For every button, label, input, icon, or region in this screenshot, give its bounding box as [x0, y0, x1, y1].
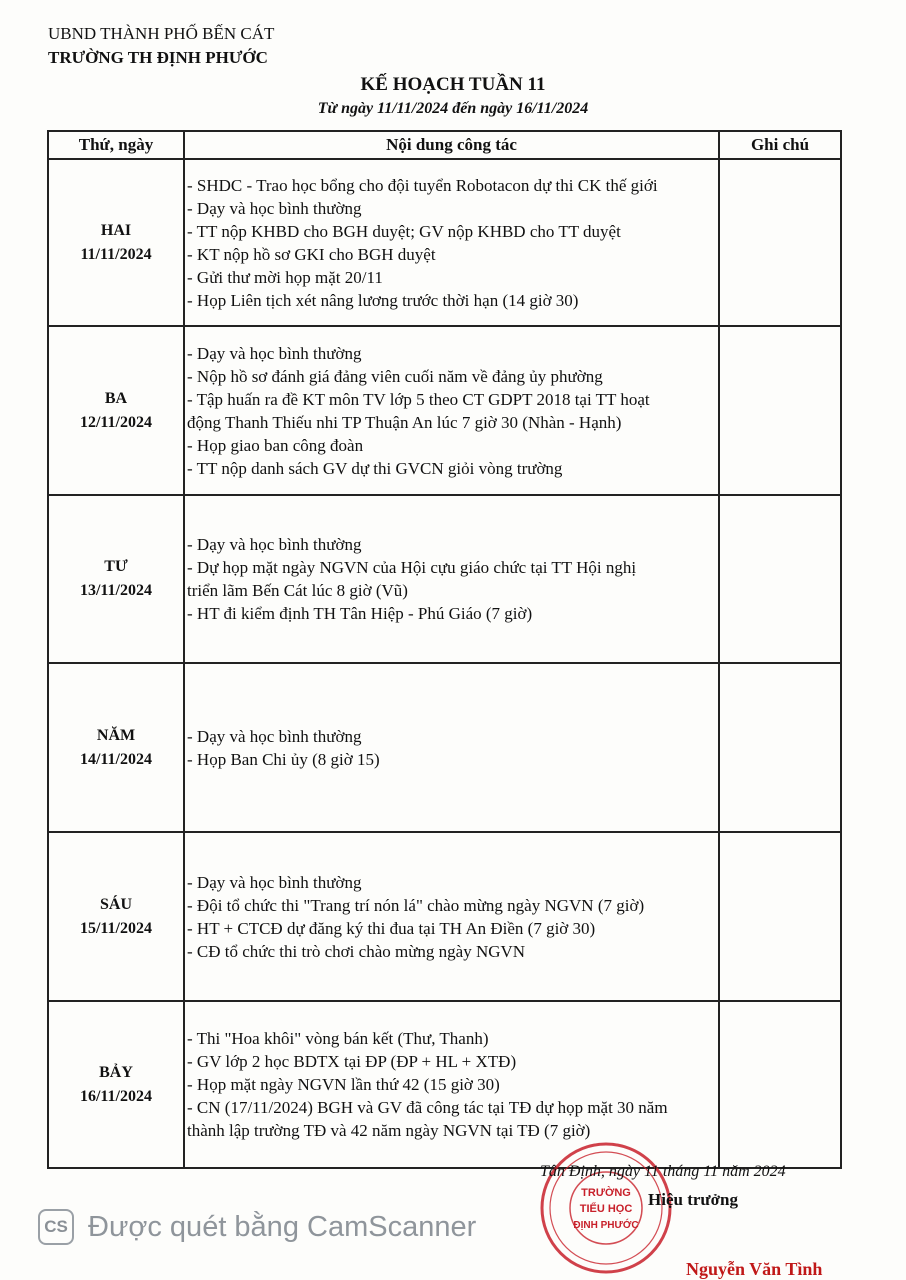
task-item: - Gửi thư mời họp mặt 20/11	[187, 267, 383, 287]
watermark-text: Được quét bằng CamScanner	[88, 1210, 477, 1243]
day-date: 14/11/2024	[79, 750, 152, 768]
day-date: 12/11/2024	[79, 413, 152, 431]
stamp-text-3: ĐỊNH PHƯỚC	[573, 1220, 639, 1231]
organization-header	[48, 22, 274, 70]
day-name: BA	[104, 389, 128, 407]
task-item: - Họp Ban Chi ủy (8 giờ 15)	[187, 749, 380, 769]
task-item: động Thanh Thiếu nhi TP Thuận An lúc 7 giờ 30 (Nhàn - Hạnh)	[187, 412, 622, 432]
org-line-1: UBND THÀNH PHỐ BẾN CÁT	[48, 24, 275, 43]
document-title: KẾ HOẠCH TUẦN 11	[360, 74, 546, 95]
task-item: - GV lớp 2 học BDTX tại ĐP (ĐP + HL + XTĐ)	[187, 1052, 517, 1071]
content-cell	[184, 663, 719, 832]
day-cell	[48, 1001, 184, 1168]
signature-date: Tân Định, ngày 11 tháng 11 năm 2024	[540, 1163, 786, 1180]
day-date: 15/11/2024	[79, 919, 152, 937]
task-item: - CĐ tổ chức thi trò chơi chào mừng ngày NGVN	[187, 941, 526, 961]
content-cell	[184, 832, 719, 1001]
table-row	[48, 159, 841, 326]
task-item: - TT nộp danh sách GV dự thi GVCN giỏi vòng trường	[187, 458, 563, 478]
table-row	[48, 326, 841, 495]
task-item: - Dạy và học bình thường	[187, 198, 362, 218]
camscanner-watermark	[38, 1206, 476, 1248]
table-row	[48, 663, 841, 832]
table-header-row	[48, 131, 841, 159]
task-item: - Dạy và học bình thường	[187, 343, 362, 363]
note-cell	[719, 1001, 841, 1168]
task-item: - Họp Liên tịch xét nâng lương trước thời hạn (14 giờ 30)	[187, 290, 579, 310]
signature-role: Hiệu trưởng	[648, 1190, 738, 1209]
task-item: - Thi "Hoa khôi" vòng bán kết (Thư, Thanh)	[187, 1029, 489, 1048]
column-header-day: Thứ, ngày	[48, 131, 184, 159]
note-cell	[719, 663, 841, 832]
note-cell	[719, 495, 841, 663]
content-cell	[184, 495, 719, 663]
document-subtitle: Từ ngày 11/11/2024 đến ngày 16/11/2024	[317, 100, 589, 117]
day-cell	[48, 495, 184, 663]
task-item: - Nộp hồ sơ đánh giá đảng viên cuối năm về đảng ủy phường	[187, 366, 603, 386]
task-item: - HT + CTCĐ dự đăng ký thi đua tại TH An Điền (7 giờ 30)	[187, 918, 596, 938]
task-item: - Dự họp mặt ngày NGVN của Hội cựu giáo chức tại TT Hội nghị	[187, 558, 637, 577]
task-item: - Đội tổ chức thi "Trang trí nón lá" chào mừng ngày NGVN (7 giờ)	[187, 895, 645, 915]
task-item: - Dạy và học bình thường	[187, 872, 362, 892]
content-cell	[184, 159, 719, 326]
day-cell	[48, 159, 184, 326]
day-name: NĂM	[96, 726, 136, 744]
task-item: - TT nộp KHBD cho BGH duyệt; GV nộp KHBD cho TT duyệt	[187, 221, 621, 241]
task-item: - Tập huấn ra đề KT môn TV lớp 5 theo CT GDPT 2018 tại TT hoạt	[187, 389, 650, 409]
stamp-text-2: TIỂU HỌC	[579, 1203, 633, 1215]
day-cell	[48, 832, 184, 1001]
day-name: HAI	[100, 221, 132, 239]
task-item: - KT nộp hồ sơ GKI cho BGH duyệt	[187, 244, 436, 264]
table-row	[48, 1001, 841, 1168]
day-date: 16/11/2024	[79, 1087, 152, 1105]
table-row	[48, 495, 841, 663]
task-item: - SHDC - Trao học bổng cho đội tuyển Robotacon dự thi CK thế giới	[187, 175, 658, 195]
note-cell	[719, 832, 841, 1001]
column-header-content: Nội dung công tác	[184, 131, 719, 159]
org-line-2: TRƯỜNG TH ĐỊNH PHƯỚC	[48, 48, 268, 67]
day-cell	[48, 326, 184, 495]
note-cell	[719, 326, 841, 495]
day-date: 11/11/2024	[80, 245, 152, 263]
column-header-note: Ghi chú	[719, 131, 841, 159]
day-date: 13/11/2024	[79, 582, 152, 599]
stamp-text-1: TRƯỜNG	[581, 1187, 631, 1199]
day-name: BẢY	[99, 1063, 133, 1081]
task-item: - Họp mặt ngày NGVN lần thứ 42 (15 giờ 30)	[187, 1075, 500, 1094]
task-item: - CN (17/11/2024) BGH và GV đã công tác tại TĐ dự họp mặt 30 năm	[187, 1098, 668, 1117]
task-item: - Dạy và học bình thường	[187, 726, 362, 746]
task-item: - HT đi kiểm định TH Tân Hiệp - Phú Giáo (7 giờ)	[187, 604, 533, 623]
task-item: - Họp giao ban công đoàn	[187, 435, 364, 455]
weekly-plan-table	[47, 130, 842, 1169]
note-cell	[719, 159, 841, 326]
task-item: triển lãm Bến Cát lúc 8 giờ (Vũ)	[187, 581, 408, 600]
task-item: thành lập trường TĐ và 42 năm ngày NGVN tại TĐ (7 giờ)	[187, 1121, 591, 1140]
day-cell	[48, 663, 184, 832]
signature-name: Nguyễn Văn Tình	[686, 1259, 823, 1279]
task-item: - Dạy và học bình thường	[187, 535, 362, 554]
content-cell	[184, 326, 719, 495]
day-name: TƯ	[104, 558, 128, 575]
table-row	[48, 832, 841, 1001]
day-name: SÁU	[99, 895, 132, 913]
camscanner-logo-icon: CS	[38, 1209, 74, 1245]
